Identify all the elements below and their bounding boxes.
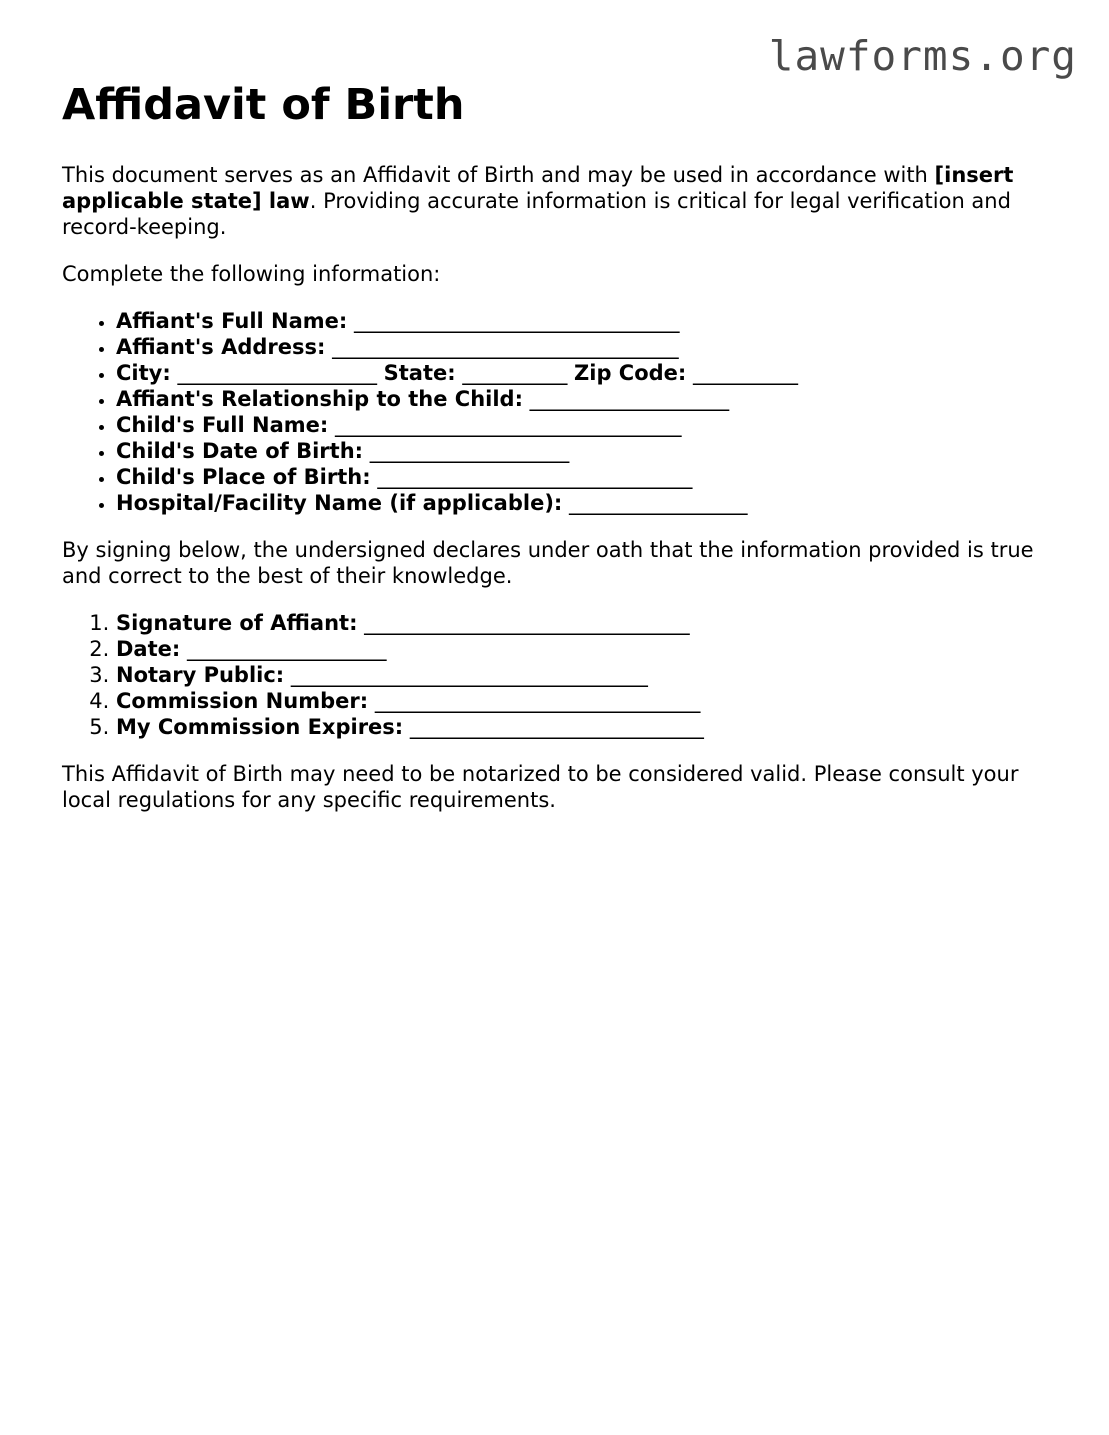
list-item <box>116 412 1052 438</box>
list-item <box>116 662 1052 688</box>
child-name-label: Child's Full Name: <box>116 413 329 437</box>
lawforms-watermark: lawforms.org <box>768 32 1077 80</box>
affiant-address-blank[interactable]: _________________________________ <box>332 335 679 359</box>
hospital-label: Hospital/Facility Name (if applicable): <box>116 491 563 515</box>
list-item <box>116 334 1052 360</box>
list-item <box>116 438 1052 464</box>
relationship-blank[interactable]: ___________________ <box>529 387 730 411</box>
document-title: Affidavit of Birth <box>62 80 465 130</box>
date-label: Date: <box>116 637 181 661</box>
commission-expires-blank[interactable]: ____________________________ <box>409 715 704 739</box>
zip-code-label: Zip Code: <box>574 361 687 385</box>
notary-label: Notary Public: <box>116 663 285 687</box>
intro-bold-text: [insert applicable state] law <box>62 163 1014 213</box>
hospital-blank[interactable]: _________________ <box>569 491 748 515</box>
signature-blank[interactable]: _______________________________ <box>364 611 690 635</box>
child-pob-label: Child's Place of Birth: <box>116 465 371 489</box>
oath-paragraph: By signing below, the undersigned declares under oath that the information provided is true and correct to the best of their knowledge. <box>62 538 1034 588</box>
instruction-text: Complete the following information: <box>62 262 441 286</box>
intro-text-1: This document serves as an Affidavit of Birth and may be used in accordance with <box>62 163 935 187</box>
intro-text-2: . Providing accurate information is critical for legal verification and record-keeping. <box>62 189 1011 239</box>
document-page <box>62 78 1052 813</box>
list-item <box>116 308 1052 334</box>
list-item <box>116 490 1052 516</box>
intro-paragraph <box>62 162 1052 240</box>
zip-code-blank[interactable]: __________ <box>692 361 798 385</box>
list-item <box>116 464 1052 490</box>
city-label: City: <box>116 361 171 385</box>
commission-number-label: Commission Number: <box>116 689 369 713</box>
date-blank[interactable]: ___________________ <box>186 637 387 661</box>
list-item <box>116 714 1052 740</box>
child-dob-blank[interactable]: ___________________ <box>369 439 570 463</box>
notary-blank[interactable]: __________________________________ <box>290 663 648 687</box>
state-blank[interactable]: __________ <box>462 361 568 385</box>
list-item <box>116 636 1052 662</box>
commission-expires-label: My Commission Expires: <box>116 715 404 739</box>
list-item <box>116 610 1052 636</box>
list-item <box>116 688 1052 714</box>
signature-label: Signature of Affiant: <box>116 611 358 635</box>
affiant-name-label: Affiant's Full Name: <box>116 309 348 333</box>
child-pob-blank[interactable]: ______________________________ <box>377 465 693 489</box>
child-name-blank[interactable]: _________________________________ <box>334 413 682 437</box>
closing-paragraph: This Affidavit of Birth may need to be notarized to be considered valid. Please consult your local regulations for any specific requirements. <box>62 762 1019 812</box>
list-item <box>116 386 1052 412</box>
city-blank[interactable]: ___________________ <box>177 361 377 385</box>
commission-number-blank[interactable]: _______________________________ <box>374 689 701 713</box>
info-field-list <box>62 308 1052 516</box>
affiant-name-blank[interactable]: _______________________________ <box>354 309 680 333</box>
signature-field-list <box>62 610 1052 740</box>
state-label: State: <box>383 361 456 385</box>
affiant-address-label: Affiant's Address: <box>116 335 326 359</box>
child-dob-label: Child's Date of Birth: <box>116 439 364 463</box>
list-item <box>116 360 1052 386</box>
relationship-label: Affiant's Relationship to the Child: <box>116 387 523 411</box>
